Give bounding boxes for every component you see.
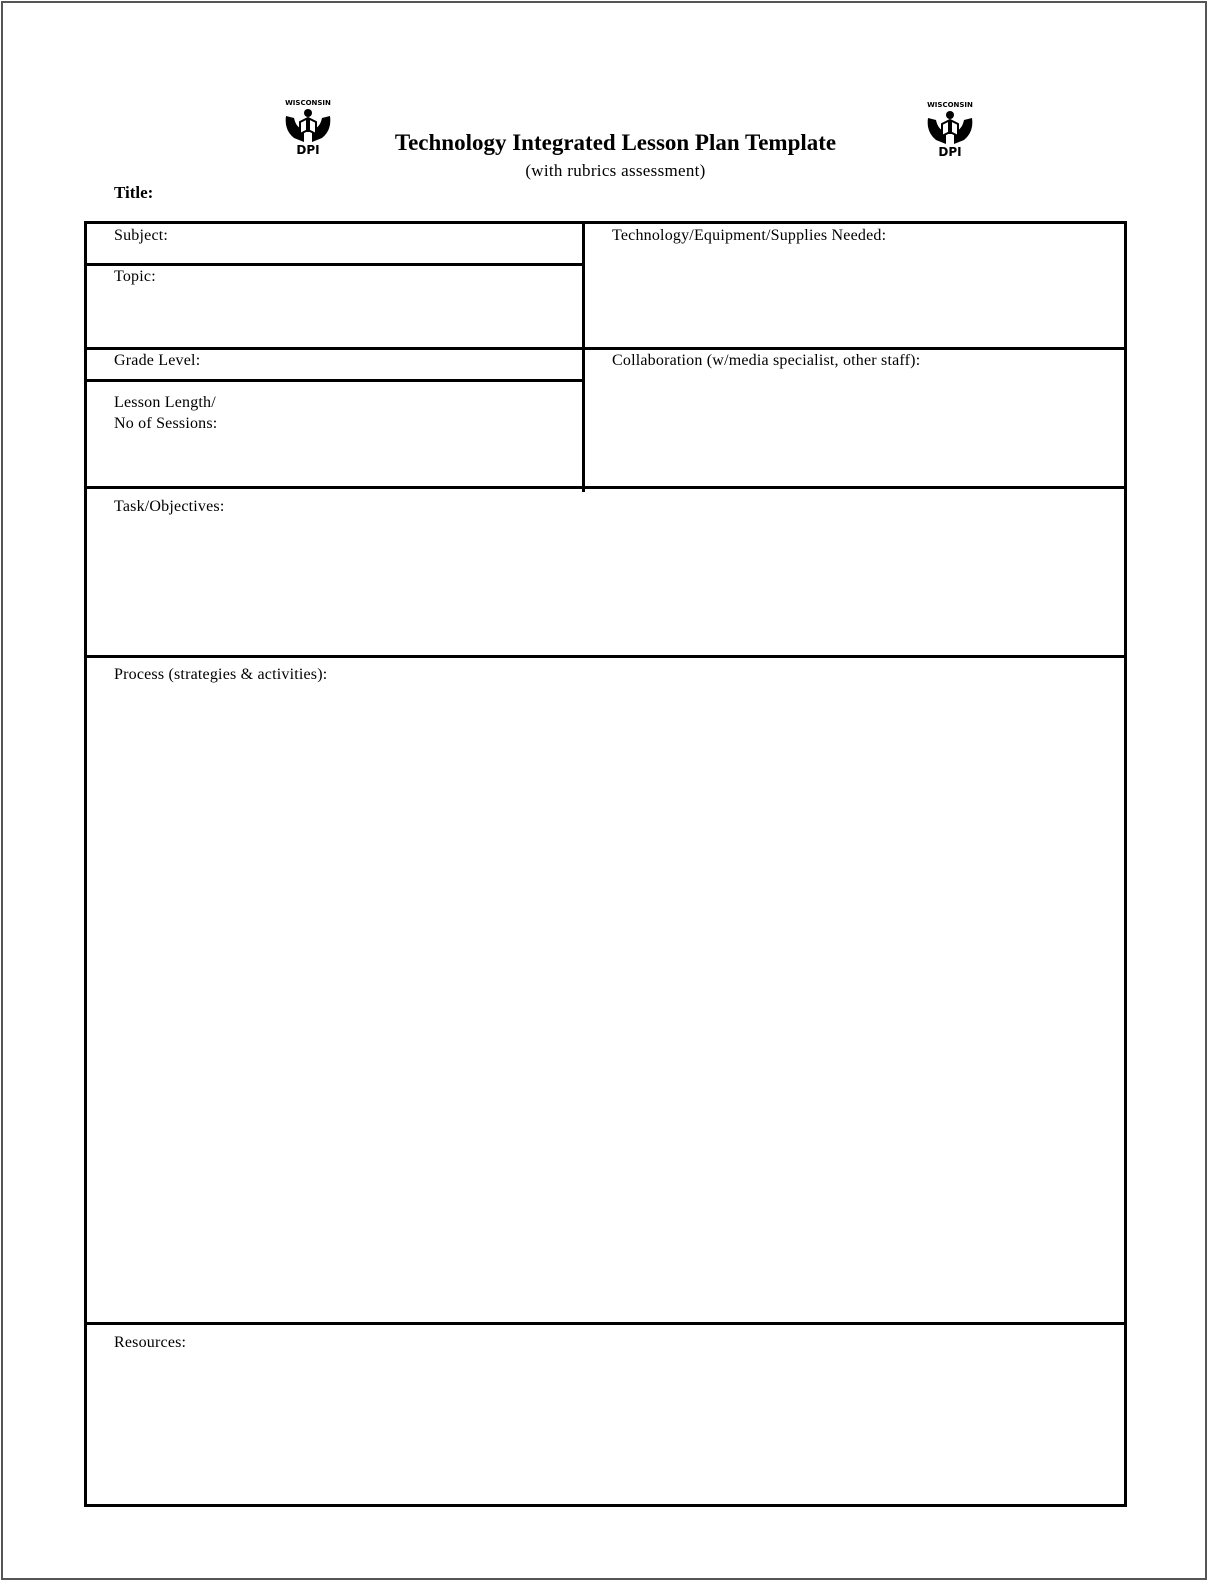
lesson-length-field[interactable]: Lesson Length/ bbox=[114, 394, 216, 411]
svg-text:DPI: DPI bbox=[938, 145, 962, 159]
collaboration-field[interactable]: Collaboration (w/media specialist, other staff): bbox=[612, 352, 921, 369]
document-subtitle: (with rubrics assessment) bbox=[525, 161, 706, 180]
grade-level-field[interactable]: Grade Level: bbox=[114, 352, 201, 369]
document-title: Technology Integrated Lesson Plan Template bbox=[394, 130, 837, 155]
lesson-plan-form bbox=[84, 221, 1127, 1507]
subject-field[interactable]: Subject: bbox=[114, 227, 169, 244]
divider-resources bbox=[87, 1322, 1124, 1325]
sessions-field[interactable]: No of Sessions: bbox=[114, 415, 218, 432]
technology-field[interactable]: Technology/Equipment/Supplies Needed: bbox=[612, 227, 887, 244]
process-field[interactable]: Process (strategies & activities): bbox=[114, 666, 328, 683]
divider-grade-length bbox=[87, 379, 585, 382]
divider-row-2 bbox=[87, 347, 1124, 350]
divider-subject-topic bbox=[87, 263, 585, 266]
divider-task bbox=[87, 486, 1124, 489]
title-field-label: Title: bbox=[114, 183, 154, 202]
svg-text:WISCONSIN: WISCONSIN bbox=[285, 99, 331, 107]
task-objectives-field[interactable]: Task/Objectives: bbox=[114, 498, 225, 515]
resources-field[interactable]: Resources: bbox=[114, 1334, 187, 1351]
topic-field[interactable]: Topic: bbox=[114, 268, 156, 285]
divider-process bbox=[87, 655, 1124, 658]
svg-text:DPI: DPI bbox=[296, 143, 320, 157]
svg-text:WISCONSIN: WISCONSIN bbox=[927, 101, 973, 109]
divider-center-column bbox=[582, 224, 585, 492]
